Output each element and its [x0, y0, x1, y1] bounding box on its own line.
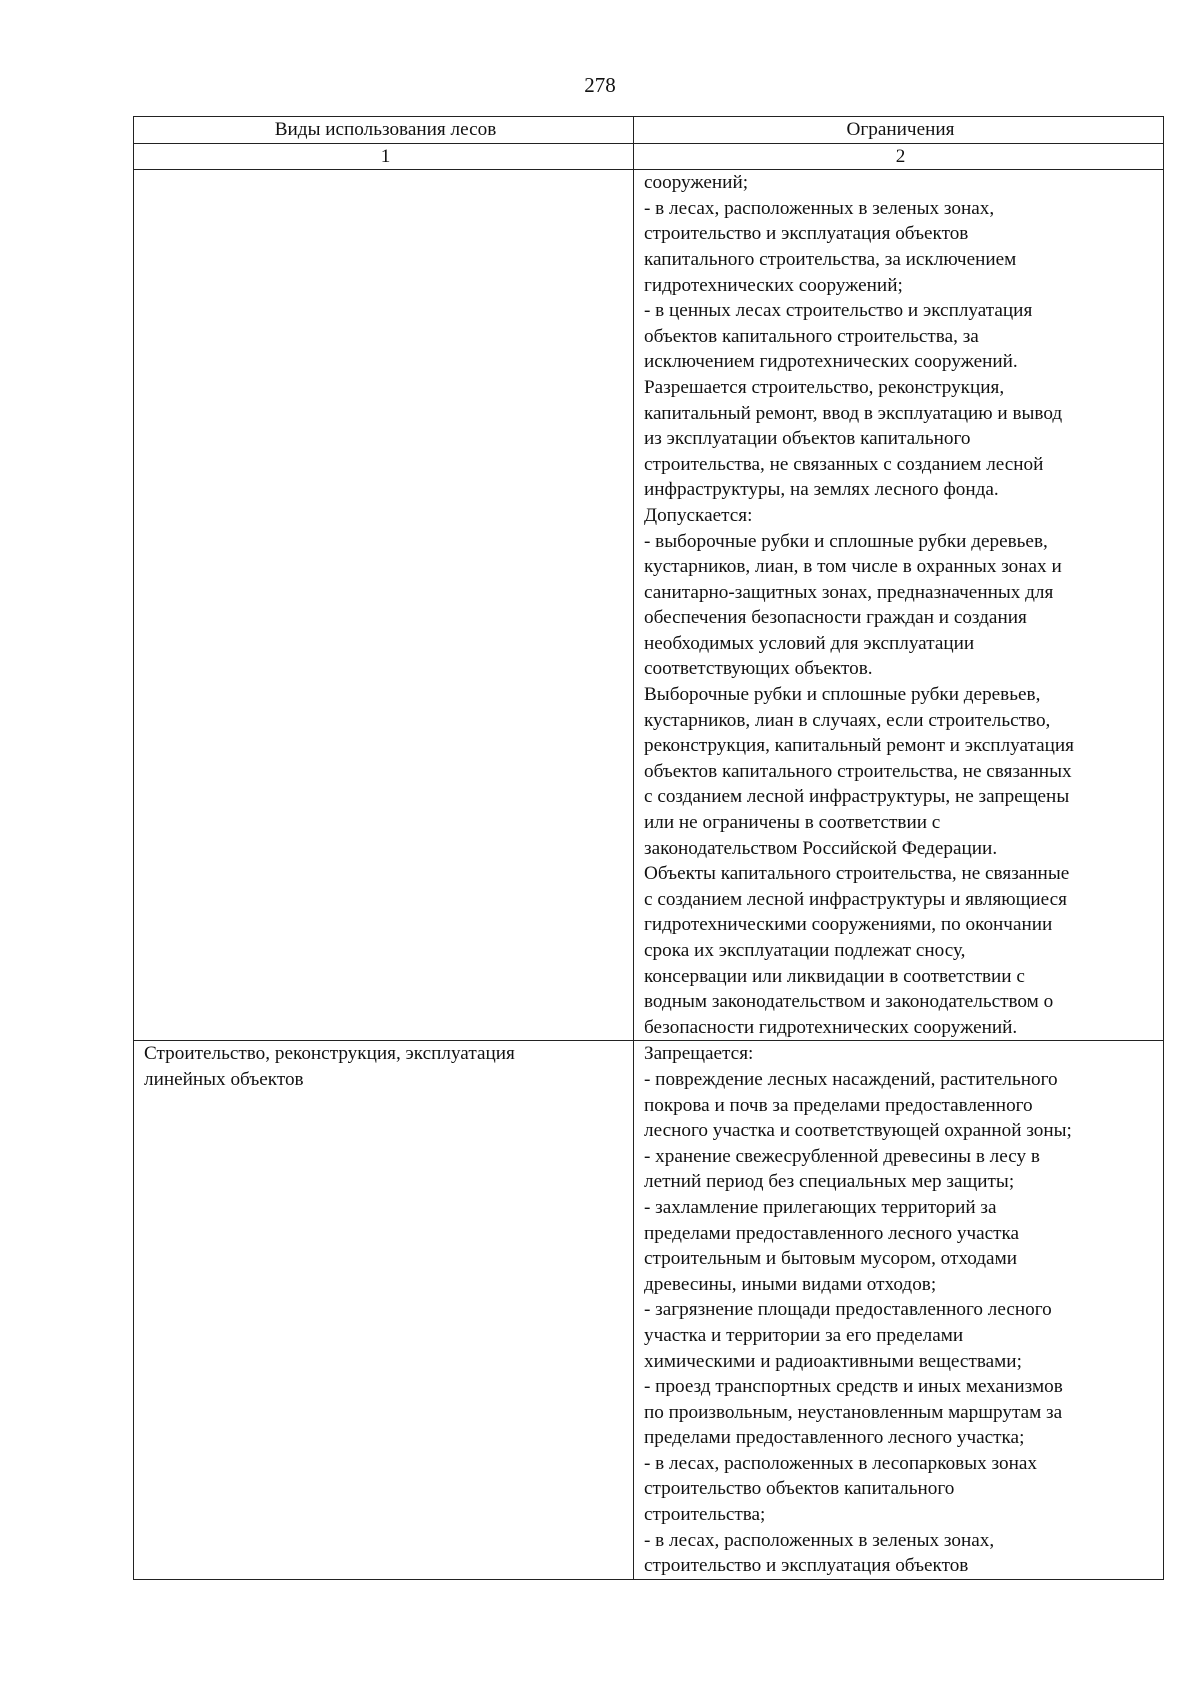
restriction-line: объектов капитального строительства, за: [644, 325, 979, 347]
restriction-line: кустарников, лиан, в том числе в охранных зонах и: [644, 556, 1062, 578]
restriction-line: гидротехнических сооружений;: [644, 274, 903, 296]
restriction-line: строительства, не связанных с созданием лесной: [644, 453, 1044, 475]
column-number-1: 1: [134, 143, 634, 170]
restriction-line: кустарников, лиан в случаях, если строительство,: [644, 709, 1051, 731]
restriction-line: санитарно-защитных зонах, предназначенных для: [644, 581, 1054, 603]
restriction-line: строительство и эксплуатация объектов: [644, 223, 969, 245]
restriction-line: строительным и бытовым мусором, отходами: [644, 1248, 1017, 1270]
use-type-line: линейных объектов: [144, 1068, 304, 1090]
restriction-line: - захламление прилегающих территорий за: [644, 1196, 997, 1218]
restriction-line: необходимых условий для эксплуатации: [644, 632, 975, 654]
header-use-types: Виды использования лесов: [134, 117, 634, 144]
restrictions-cell: [634, 1041, 1164, 1579]
restriction-line: пределами предоставленного лесного участка: [644, 1222, 1020, 1244]
use-type-line: Строительство, реконструкция, эксплуатация: [144, 1043, 515, 1065]
restriction-line: Объекты капитального строительства, не связанные: [644, 863, 1070, 885]
restriction-line: исключением гидротехнических сооружений.: [644, 351, 1018, 373]
restriction-line: - в лесах, расположенных в зеленых зонах,: [644, 197, 995, 219]
table-body: [134, 170, 1164, 1580]
restriction-line: Запрещается:: [644, 1043, 754, 1065]
use-type-cell: [134, 170, 634, 1041]
restriction-line: инфраструктуры, на землях лесного фонда.: [644, 479, 999, 501]
restriction-line: Разрешается строительство, реконструкция,: [644, 376, 1005, 398]
restriction-line: соответствующих объектов.: [644, 658, 873, 680]
restriction-line: сооружений;: [644, 172, 749, 194]
column-number-row: [134, 143, 1164, 170]
page-number: 278: [584, 73, 616, 97]
restriction-line: строительства;: [644, 1504, 766, 1526]
restriction-line: с созданием лесной инфраструктуры и являющиеся: [644, 888, 1067, 910]
restriction-line: участка и территории за его пределами: [644, 1324, 964, 1346]
restriction-line: химическими и радиоактивными веществами;: [644, 1350, 1022, 1372]
header-restrictions: Ограничения: [634, 117, 1164, 144]
table-header-row: [134, 117, 1164, 144]
restriction-line: Допускается:: [644, 504, 753, 526]
restriction-line: древесины, иными видами отходов;: [644, 1273, 937, 1295]
restriction-line: - в ценных лесах строительство и эксплуатация: [644, 300, 1033, 322]
restriction-line: капитальный ремонт, ввод в эксплуатацию и вывод: [644, 402, 1063, 424]
restriction-line: реконструкция, капитальный ремонт и эксплуатация: [644, 735, 1075, 757]
restriction-line: консервации или ликвидации в соответствии с: [644, 965, 1025, 987]
restriction-line: Выборочные рубки и сплошные рубки деревьев,: [644, 684, 1041, 706]
restriction-line: строительство и эксплуатация объектов: [644, 1555, 969, 1577]
restriction-line: - выборочные рубки и сплошные рубки деревьев,: [644, 530, 1048, 552]
restriction-line: гидротехническими сооружениями, по окончании: [644, 914, 1053, 936]
restriction-line: - повреждение лесных насаждений, растительного: [644, 1068, 1058, 1090]
restrictions-table: [133, 116, 1164, 1580]
restriction-line: пределами предоставленного лесного участка;: [644, 1427, 1025, 1449]
restriction-line: обеспечения безопасности граждан и создания: [644, 607, 1027, 629]
restriction-line: или не ограничены в соответствии с: [644, 812, 941, 834]
restriction-line: летний период без специальных мер защиты;: [644, 1171, 1015, 1193]
restriction-line: строительство объектов капитального: [644, 1478, 955, 1500]
use-type-cell: [134, 1041, 634, 1579]
restriction-line: - в лесах, расположенных в зеленых зонах,: [644, 1529, 995, 1551]
column-number-2: 2: [634, 143, 1164, 170]
restriction-line: срока их эксплуатации подлежат сносу,: [644, 940, 966, 961]
restriction-line: по произвольным, неустановленным маршрутам за: [644, 1401, 1063, 1423]
restriction-line: - в лесах, расположенных в лесопарковых зонах: [644, 1452, 1037, 1474]
restriction-line: объектов капитального строительства, не связанных: [644, 760, 1072, 782]
restriction-line: водным законодательством и законодательством о: [644, 991, 1054, 1013]
restriction-line: безопасности гидротехнических сооружений.: [644, 1016, 1018, 1038]
restrictions-cell: [634, 170, 1164, 1041]
restriction-line: из эксплуатации объектов капитального: [644, 428, 971, 450]
restriction-line: капитального строительства, за исключением: [644, 248, 1017, 270]
restriction-line: законодательством Российской Федерации.: [644, 837, 998, 859]
table-row: [134, 1041, 1164, 1579]
restriction-line: покрова и почв за пределами предоставленного: [644, 1094, 1033, 1116]
restriction-line: - хранение свежесрубленной древесины в лесу в: [644, 1145, 1040, 1167]
table-row: [134, 170, 1164, 1041]
restriction-line: с созданием лесной инфраструктуры, не запрещены: [644, 786, 1070, 808]
restriction-line: - загрязнение площади предоставленного лесного: [644, 1299, 1052, 1321]
restriction-line: лесного участка и соответствующей охранной зоны;: [644, 1120, 1072, 1142]
restriction-line: - проезд транспортных средств и иных механизмов: [644, 1376, 1063, 1398]
